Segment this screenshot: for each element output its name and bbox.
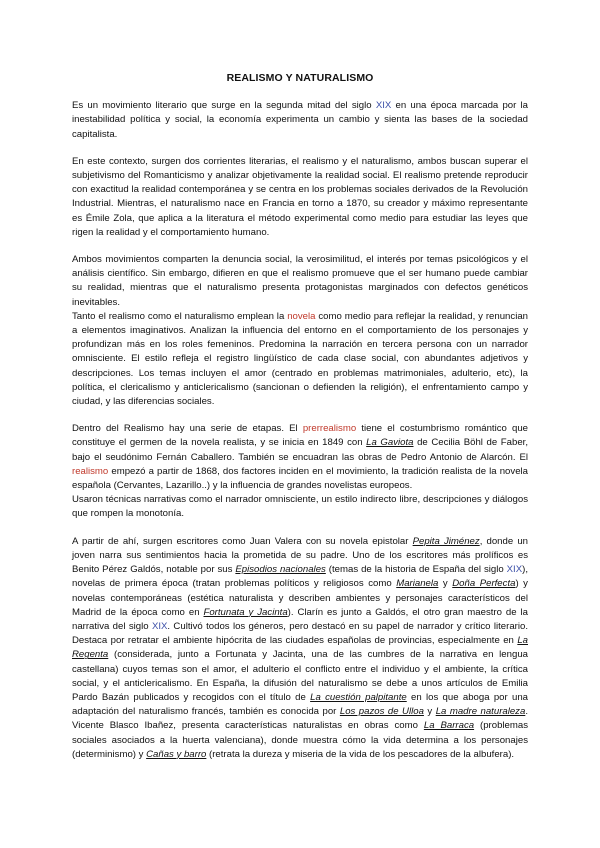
term-realismo: realismo	[72, 465, 109, 477]
work-la-gaviota: La Gaviota	[366, 437, 414, 449]
work-canas-y-barro: Cañas y barro	[146, 748, 207, 760]
work-la-barraca: La Barraca	[423, 720, 475, 732]
document-title: REALISMO Y NATURALISMO	[226, 72, 374, 84]
work-marianela: Marianela	[396, 578, 439, 590]
century-xix: XIX	[375, 100, 392, 112]
paragraph-autores: A partir de ahí, surgen escritores como Juan Valera con su novela epistolar Pepita Jiménez, donde un joven narra sus sentimientos hacia la prometida de su padre. Uno de los escritores más prolíficos es Benito Pérez Galdós, notable por sus Episodios nacionales (temas de la historia de España del siglo XIX), novelas de primera época (tratan problemas políticos y religiosos como Marianela y Doña Perfecta) y novelas contemporáneas (estética naturalista y describen ambientes y personajes característicos del Madrid de la época como en Fortunata y Jacinta). Clarín es junto a Galdós, el otro gran maestro de la narrativa del siglo XIX. Cultivó todos los géneros, pero destacó en su papel de narrador y crítico literario. Destaca por retratar el ambiente hipócrita de las ciudades españolas de provincias, especialmente en La Regenta (considerada, junto a Fortunata y Jacinta, una de las cumbres de la narrativa en lengua castellana) cuyos temas son el amor, el adulterio el conflicto entre el individuo y el ambiente, la crítica social, y el anticlericalismo. En España, la difusión del naturalismo se debe a unos artículos de Emilia Pardo Bazán publicados y recogidos con el título de La cuestión palpitante en los que aboga por una adaptación del naturalismo francés, también es conocida por Los pazos de Ulloa y La madre naturaleza. Vicente Blasco Ibañez, presenta características naturalistas en obras como La Barraca (problemas sociales asociados a la huerta valenciana), donde muestra cómo la vida determina a los personajes (determinismo) y Cañas y barro (retrata la dureza y miseria de la vida de los pescadores de la albufera).	[72, 535, 528, 760]
work-la-madre-naturaleza: La madre naturaleza	[435, 706, 526, 718]
century-xix: XIX	[151, 620, 168, 632]
work-fortunata-y-jacinta: Fortunata y Jacinta	[203, 606, 288, 618]
document-page	[72, 71, 528, 762]
paragraph-novela: Tanto el realismo como el naturalismo emplean la novela como medio para reflejar la realidad, y renuncian a elementos imaginativos. Analizan la influencia del entorno en el comportamiento de los personajes y profundizan más en los roles femeninos. Predomina la narración en tercera persona con un narrador omnisciente. El estilo refleja el registro lingüístico de cada clase social, con abundantes adjetivos y descripciones. Los temas incluyen el amor (centrado en problemas matrimoniales, adulterio, etc), la política, el clericalismo y anticlericalismo (sancionan o defienden la religión), el enfrentamiento campo y ciudad, y las diferencias sociales.	[72, 310, 528, 408]
work-la-regenta: La Regenta	[72, 635, 528, 661]
term-prerrealismo: prerrealismo	[302, 423, 357, 435]
work-episodios-nacionales: Episodios nacionales	[235, 564, 326, 576]
century-xix: XIX	[506, 564, 523, 576]
paragraph-context: En este contexto, surgen dos corrientes literarias, el realismo y el naturalismo, ambos buscan superar el subjetivismo del Romanticismo y analizar objetivamente la realidad social. El realismo pretende reproducir con exactitud la realidad contemporánea y se centra en los problemas sociales derivados de la Revolución Industrial. Mientras, el naturalismo nace en Francia en torno a 1870, su creador y máximo representante es Émile Zola, que aplica a la literatura el método experimental como medio para estudiar las leyes que rigen la realidad y el comportamiento humano.	[72, 155, 528, 238]
paragraph-tecnicas: Usaron técnicas narrativas como el narrador omnisciente, un estilo indirecto libre, descripciones y diálogos que rompen la monotonía.	[72, 494, 528, 520]
paragraph-etapas: Dentro del Realismo hay una serie de etapas. El prerrealismo tiene el costumbrismo romántico que constituye el germen de la novela realista, y se inicia en 1849 con La Gaviota de Cecilia Böhl de Faber, bajo el seudónimo Fernán Caballero. También se encuadran las obras de Pedro Antonio de Alarcón. El realismo empezó a partir de 1868, dos factores inciden en el movimiento, la tradición realista de la novela española (Cervantes, Lazarillo..) y la influencia de grandes novelistas europeos.	[72, 423, 529, 492]
work-dona-perfecta: Doña Perfecta	[452, 578, 516, 590]
term-novela: novela	[287, 310, 316, 322]
paragraph-intro: Es un movimiento literario que surge en la segunda mitad del siglo XIX en una época marcada por la inestabilidad política y social, la economía experimenta un cambio y sienta las bases de la sociedad capitalista.	[72, 100, 528, 140]
work-los-pazos-de-ulloa: Los pazos de Ulloa	[339, 706, 424, 718]
work-la-cuestion-palpitante: La cuestión palpitante	[310, 691, 407, 703]
work-pepita-jimenez: Pepita Jiménez	[412, 535, 480, 547]
paragraph-comparison: Ambos movimientos comparten la denuncia social, la verosimilitud, el interés por temas psicológicos y el análisis científico. Sin embargo, difieren en que el realismo promueve que el ser humano puede cambiar su realidad, mientras que el naturalismo presenta protagonistas marginados con defectos genéticos inevitables.	[72, 254, 528, 308]
